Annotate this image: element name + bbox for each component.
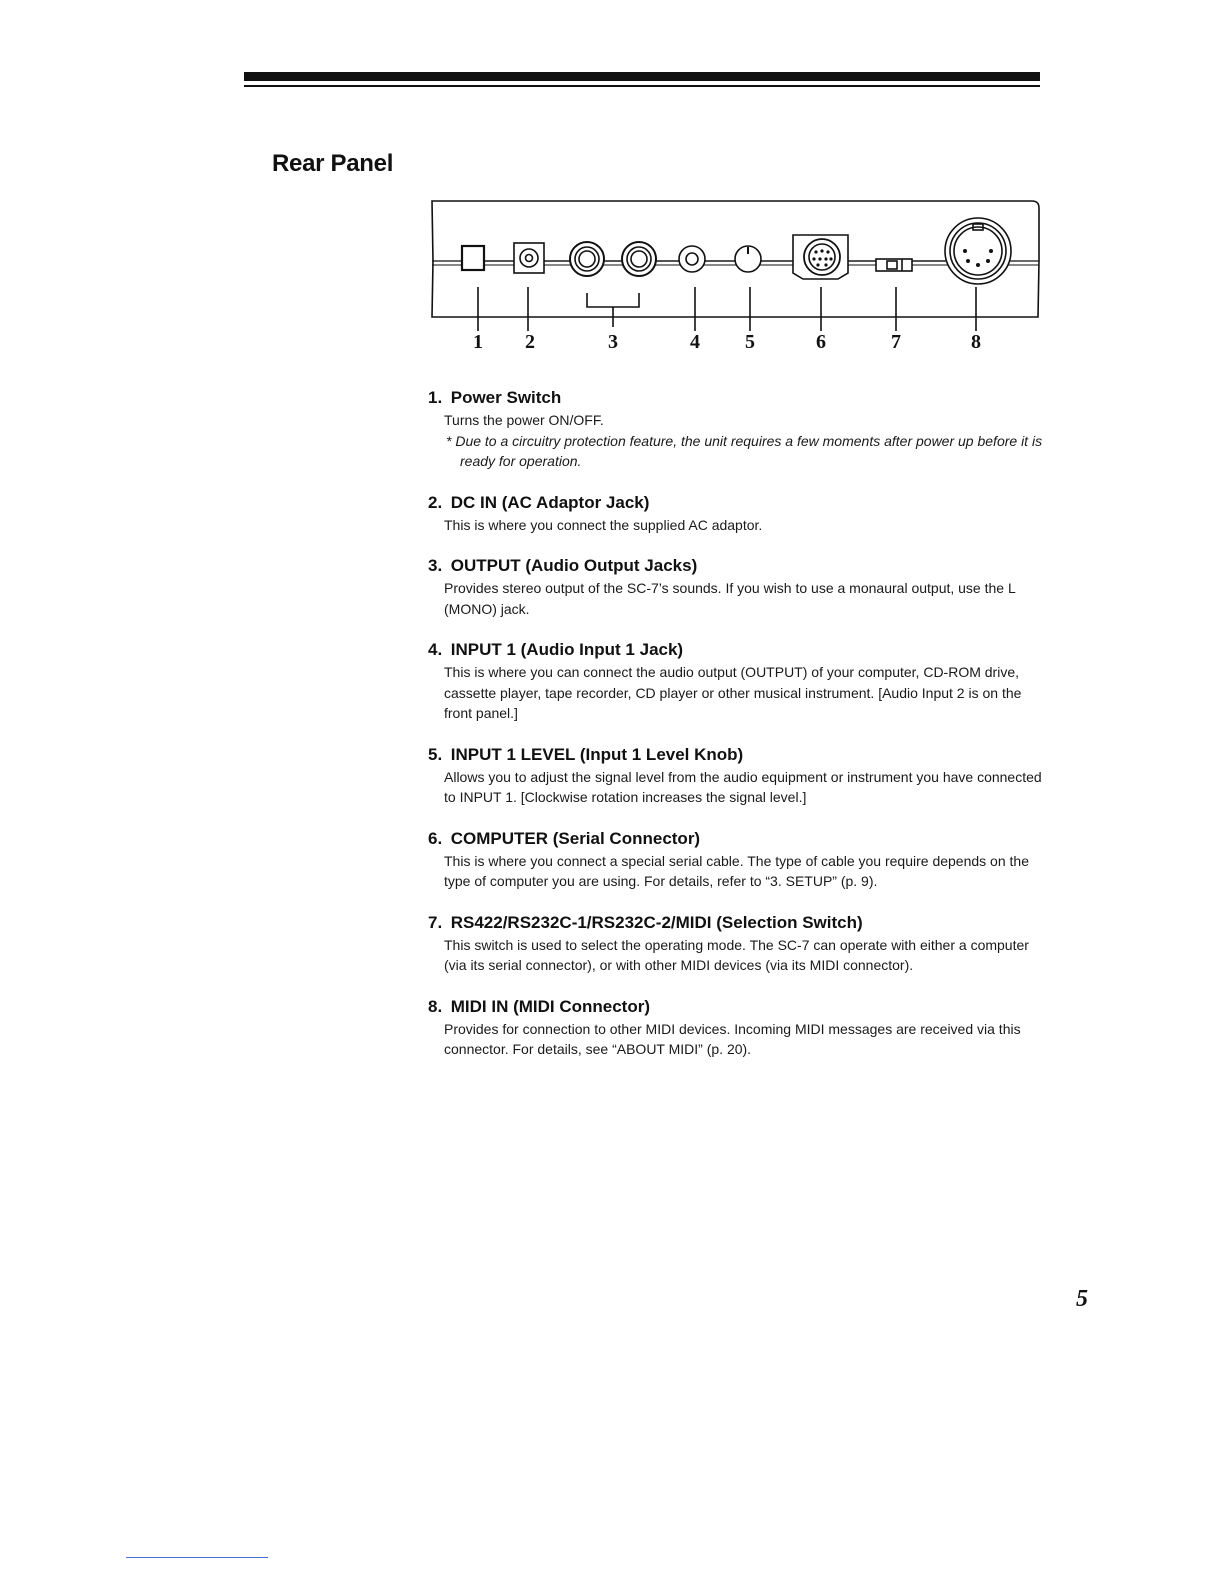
- power-switch-icon: [462, 246, 484, 270]
- computer-serial-connector-icon: [793, 235, 848, 279]
- item-number: 3.: [428, 556, 443, 575]
- callout-7: 7: [891, 331, 901, 353]
- page-title: Rear Panel: [272, 150, 394, 177]
- midi-in-connector-icon: [945, 218, 1011, 284]
- item-output: [428, 555, 1048, 619]
- item-number: 1.: [428, 388, 443, 407]
- item-heading: Power Switch: [450, 388, 562, 407]
- callout-8: 8: [971, 331, 981, 353]
- item-heading: COMPUTER (Serial Connector): [450, 828, 701, 848]
- callout-6: 6: [816, 331, 826, 353]
- item-midi-in: [428, 996, 1048, 1060]
- item-number: 6.: [428, 828, 443, 848]
- item-number: 2.: [428, 492, 443, 512]
- item-number: 5.: [428, 744, 443, 764]
- rear-panel-diagram: [420, 195, 1050, 360]
- input-1-jack-icon: [679, 246, 705, 272]
- callout-4: 4: [690, 331, 700, 353]
- item-heading: INPUT 1 LEVEL (Input 1 Level Knob): [450, 744, 744, 764]
- callout-3: 3: [608, 331, 618, 353]
- selection-switch-icon: [876, 259, 912, 271]
- item-heading: MIDI IN (MIDI Connector): [450, 996, 650, 1016]
- item-description: Allows you to adjust the signal level from the audio equipment or instrument you have connected to INPUT 1. [Clockwise rotation increases the signal level.]: [444, 768, 1042, 805]
- item-number: 7.: [428, 912, 443, 932]
- item-description: This is where you connect the supplied AC adaptor.: [444, 516, 763, 533]
- item-dc-in: [428, 492, 1048, 536]
- header-rule-thin: [244, 85, 1040, 87]
- header-rule-thick: [244, 72, 1040, 81]
- item-heading: OUTPUT (Audio Output Jacks): [450, 556, 698, 575]
- item-description: Provides for connection to other MIDI devices. Incoming MIDI messages are received via this connector. For details, see “ABOUT MIDI” (p. 20).: [444, 1020, 1021, 1057]
- rear-panel-item-list: [428, 387, 1048, 1080]
- output-jack-l-icon: [570, 242, 604, 276]
- callout-2: 2: [525, 331, 535, 353]
- item-description: This switch is used to select the operating mode. The SC-7 can operate with either a computer (via its serial connector), or with other MIDI devices (via its MIDI connector).: [444, 936, 1029, 973]
- input-1-level-knob-icon: [735, 246, 761, 272]
- item-computer: [428, 828, 1048, 892]
- item-description: This is where you can connect the audio output (OUTPUT) of your computer, CD-ROM drive, cassette player, tape recorder, CD player or other musical instrument. [Audio Input 2 is on the front panel.]: [444, 664, 1022, 721]
- footer-line: [126, 1557, 268, 1558]
- item-description: Provides stereo output of the SC-7’s sounds. If you wish to use a monaural output, use the L (MONO) jack.: [444, 580, 1016, 617]
- item-number: 4.: [428, 640, 443, 659]
- item-heading: RS422/RS232C-1/RS232C-2/MIDI (Selection Switch): [450, 912, 863, 932]
- item-selection-switch: [428, 912, 1048, 976]
- page-number: 5: [1076, 1286, 1088, 1312]
- item-heading: DC IN (AC Adaptor Jack): [450, 492, 650, 512]
- item-power-switch: [428, 387, 1048, 472]
- item-input-1-level: [428, 744, 1048, 808]
- callout-1: 1: [473, 331, 483, 353]
- callout-5: 5: [745, 331, 755, 353]
- item-note: * Due to a circuitry protection feature, the unit requires a few moments after power up before it is ready for operation.: [446, 432, 1043, 469]
- item-heading: INPUT 1 (Audio Input 1 Jack): [450, 640, 684, 659]
- item-input-1: [428, 639, 1048, 724]
- dc-in-jack-icon: [514, 243, 544, 273]
- item-description: This is where you connect a special serial cable. The type of cable you require depends on the type of computer you are using. For details, refer to “3. SETUP” (p. 9).: [444, 852, 1029, 889]
- output-jack-r-icon: [622, 242, 656, 276]
- item-description: Turns the power ON/OFF.: [444, 412, 604, 428]
- item-number: 8.: [428, 996, 443, 1016]
